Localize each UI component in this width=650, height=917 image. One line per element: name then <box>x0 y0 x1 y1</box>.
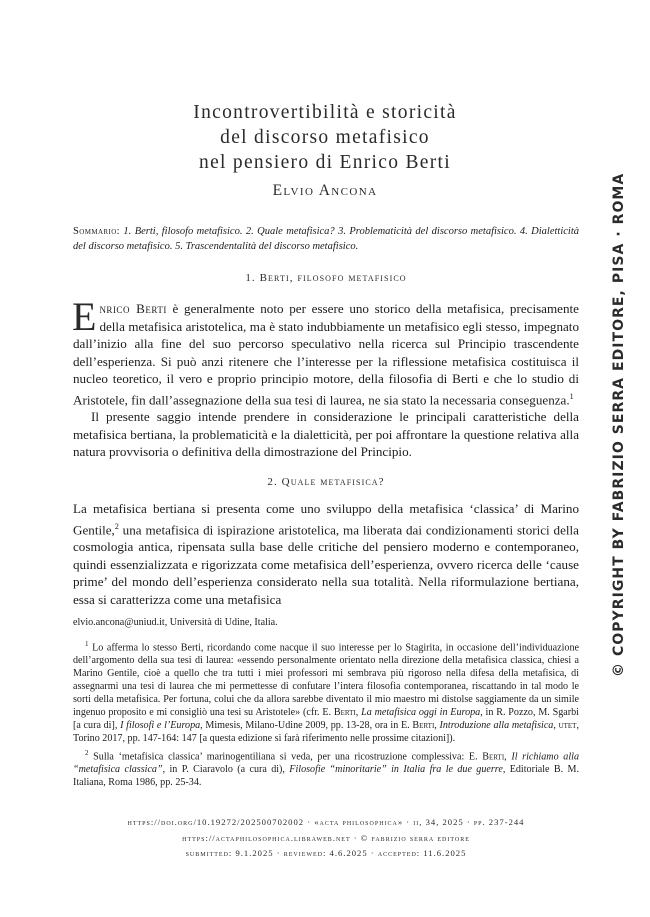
copyright-sidebar <box>598 172 627 687</box>
cited-author: Berti <box>412 719 435 731</box>
footnote-2 <box>73 747 579 790</box>
footnote-text: , in R. Pozzo, M. Sgarbi [a cura di], <box>73 706 579 731</box>
footnote-text: , Torino 2017, pp. 147-164: 147 [a questa edizione si farà riferimento nelle prossime citazioni]). <box>73 719 579 744</box>
summary-text: 1. Berti, filosofo metafisico. 2. Quale metafisica? 3. Problematicità del discorso metafisico. 4. Dialetticità del discorso metafisico. 5. Trascendentalità del discorso metafisico. <box>73 226 579 252</box>
footnote-text: , <box>504 750 512 762</box>
dates-line: submitted: 9.1.2025 · reviewed: 4.6.2025 · accepted: 11.6.2025 <box>185 848 467 858</box>
footnote-text: , in P. Ciaravolo (a cura di), <box>162 763 290 775</box>
footnote-text: , <box>355 706 362 718</box>
publisher: utet <box>558 719 577 731</box>
footnote-text: , <box>553 719 559 731</box>
author-affiliation: elvio.ancona@uniud.it, Università di Udine, Italia. <box>73 617 278 628</box>
footnote-number: 1 <box>85 639 89 648</box>
cited-author: Berti <box>482 750 505 762</box>
copyright-text: © COPYRIGHT BY FABRIZIO SERRA EDITORE, PISA · ROMA <box>611 172 627 677</box>
title-line: del discorso metafisico <box>220 127 430 148</box>
body-paragraph-1 <box>72 294 579 408</box>
body-paragraph-3 <box>73 500 579 608</box>
footnote-ref[interactable]: 1 <box>569 391 574 401</box>
footnote-text: , Mimesis, Milano-Udine 2009, pp. 13-28, ora in E. <box>200 719 413 731</box>
footnote-number: 2 <box>85 748 89 757</box>
footnote-text: Sulla ‘metafisica classica’ marinogentiliana si veda, per una ricostruzione complessiva: E. <box>88 750 483 762</box>
footnote-text: , <box>434 719 440 731</box>
title-line: Incontrovertibilità e storicità <box>193 102 457 123</box>
cited-title: Filosofie “minoritarie” in Italia fra le due guerre <box>289 763 503 775</box>
cited-title: Il richiamo alla “metafisica classica” <box>73 750 579 775</box>
footnote-text: Lo afferma lo stesso Berti, ricordando come nacque il suo interesse per lo Stagirita, in occasione dell’individuazione dell’argomento della sua tesi di laurea: «essendo personalmente orientato nella direzione della metafisica classica, chiesi a Marino Gentile, cioè a quello che tra tutti i miei professori mi sembrava più rigoroso nella difesa della metafisica, di assegnarmi una tesi di laurea che mi permettesse di confutare l’intera filosofia contemporanea, riscattando in tal modo le sorti della metafisica. Per fortuna, colui che da allora sarebbe diventato il mio maestro mi distolse saggiamente da un simile ingenuo proposito e mi consigliò una tesi su Aristotele» (cfr. E. <box>73 642 579 718</box>
cited-title: La metafisica oggi in Europa <box>361 706 481 718</box>
cited-title: Introduzione alla metafisica <box>439 719 554 731</box>
cited-title: I filosofi e l’Europa <box>120 719 201 731</box>
section-heading-1: 1. Berti, filosofo metafisico <box>245 272 407 284</box>
section-heading-2: 2. Quale metafisica? <box>267 476 385 488</box>
paragraph-text: La metafisica bertiana si presenta come uno sviluppo della metafisica ‘classica’ di Marino Gentile, <box>73 501 579 537</box>
summary-label: Sommario: <box>73 226 120 237</box>
paragraph-text: una metafisica di ispirazione aristotelica, ma liberata dai condizionamenti storici della cosmologia antica, ripensata sulla base delle critiche del pensiero moderno e contemporaneo, quindi essenzializzata e rigorizzata come metafisica dell’esperienza, ovvero ricerca delle ‘cause prime’ del mondo dell’esperienza considerato nella sua totalità. Nella riformulazione bertiana, essa si caratterizza come una metafisica <box>73 521 579 607</box>
author-name: Elvio Ancona <box>272 182 378 199</box>
opening-words: nrico Berti <box>99 301 167 316</box>
footnotes <box>73 617 579 791</box>
footnote-1 <box>73 638 579 746</box>
body-paragraph-2: Il presente saggio intende prendere in considerazione le principali caratteristiche della metafisica bertiana, la problematicità e la dialetticità, per poi affrontare la questione relativa alla natura provvisoria o definitiva della dimostrazione del Principio. <box>73 409 579 459</box>
cited-author: Berti <box>333 706 356 718</box>
footnote-text: , Editoriale B. M. Italiana, Roma 1986, pp. 25-34. <box>73 763 579 788</box>
doi-line[interactable]: https://doi.org/10.19272/202500702002 · «acta philosophica» · ii, 34, 2025 · pp. 237-244 <box>127 817 525 827</box>
drop-cap: E <box>72 294 97 339</box>
page-footer <box>73 815 579 862</box>
title-line: nel pensiero di Enrico Berti <box>199 152 451 173</box>
footnote-ref[interactable]: 2 <box>114 521 119 531</box>
paragraph-text: è generalmente noto per essere uno storico della metafisica, precisamente della metafisica aristotelica, ma è stato indubbiamente un metafisico egli stesso, impegnato dall’inizio alla fine del suo percorso speculativo nella ricerca sul Principio trascendente dell’esperienza. Si può anzi ritenere che l’interesse per la riflessione metafisica costituisca il nucleo teoretico, il vero e proprio principio motore, della filosofia di Berti e che lo studio di Aristotele, fin dall’assegnazione della sua tesi di laurea, ne sia stato la necessaria conseguenza. <box>73 301 579 407</box>
website-line[interactable]: https://actaphilosophica.libraweb.net · © fabrizio serra editore <box>182 832 470 843</box>
article-title <box>70 100 580 175</box>
summary <box>73 224 579 254</box>
